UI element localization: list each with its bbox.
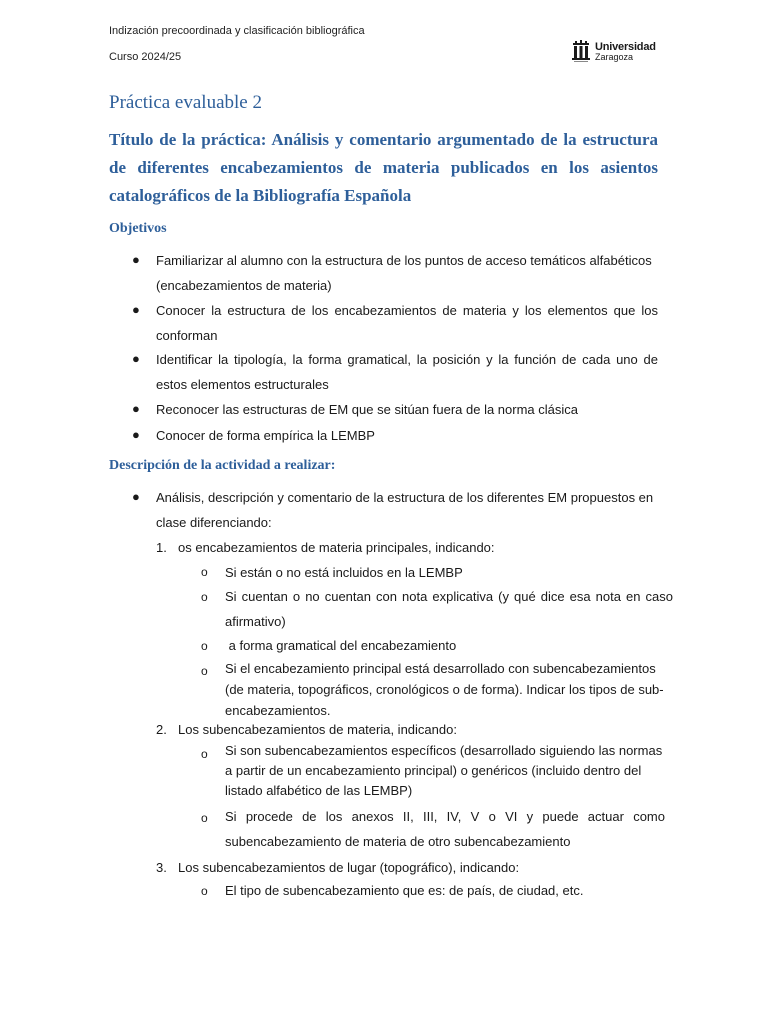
circle-bullet-icon: o — [201, 811, 208, 825]
numbered-marker-2: 2. — [156, 722, 167, 737]
activity-heading: Descripción de la actividad a realizar: — [109, 458, 336, 473]
numbered-item-3: Los subencabezamientos de lugar (topográfico), indicando: — [178, 860, 520, 875]
circle-bullet-icon: o — [201, 884, 208, 898]
objective-item-5: Conocer de forma empírica la LEMBP — [156, 428, 375, 443]
objective-item-2: Conocer la estructura de los encabezamientos de materia y los elementos que los conforman — [156, 303, 658, 343]
objective-item-1: Familiarizar al alumno con la estructura de los puntos de acceso temáticos alfabéticos (encabezamientos de materia) — [156, 253, 652, 293]
subitem-2-2: Si procede de los anexos II, III, IV, V o VI y puede actuar como subencabezamiento de materia de otro subencabezamiento — [225, 809, 665, 849]
subitem-1-3: a forma gramatical del encabezamiento — [225, 638, 457, 653]
subitem-2-1: Si son subencabezamientos específicos (desarrollado siguiendo las normas a partir de un encabezamiento principal) o genéricos (incluido dentro del listado alfabético de las LEMBP) — [225, 743, 663, 798]
objective-item-4: Reconocer las estructuras de EM que se sitúan fuera de la norma clásica — [156, 402, 578, 417]
numbered-item-2: Los subencabezamientos de materia, indicando: — [178, 722, 457, 737]
numbered-marker-1: 1. — [156, 540, 167, 555]
logo-university-sub: Zaragoza — [595, 52, 634, 62]
subitem-1-2: Si cuentan o no cuentan con nota explicativa (y qué dice esa nota en caso afirmativo) — [225, 589, 673, 629]
subitem-1-1: Si están o no está incluidos en la LEMBP — [225, 565, 463, 580]
university-logo — [571, 40, 663, 64]
objective-item-3: Identificar la tipología, la forma gramatical, la posición y la función de cada uno de estos elementos estructurales — [156, 352, 658, 392]
subitem-3-1: El tipo de subencabezamiento que es: de país, de ciudad, etc. — [225, 883, 584, 898]
numbered-item-1: os encabezamientos de materia principales, indicando: — [178, 540, 495, 555]
bullet-icon: ● — [132, 302, 140, 317]
practice-subtitle: Título de la práctica: Análisis y comentario argumentado de la estructura de diferentes encabezamientos de materia publicados en los asientos catalográficos de la Bibliografía Española — [109, 130, 658, 205]
objectives-heading: Objetivos — [109, 221, 167, 236]
bullet-icon: ● — [132, 427, 140, 442]
numbered-marker-3: 3. — [156, 860, 167, 875]
circle-bullet-icon: o — [201, 639, 208, 653]
subitem-1-4: Si el encabezamiento principal está desarrollado con subencabezamientos (de materia, topográficos, cronológicos o de forma). Indicar los tipos de sub-encabezamientos. — [225, 661, 664, 718]
circle-bullet-icon: o — [201, 664, 208, 678]
logo-university-name: Universidad — [595, 41, 656, 53]
university-tower-icon — [571, 40, 591, 64]
circle-bullet-icon: o — [201, 747, 208, 761]
bullet-icon: ● — [132, 401, 140, 416]
bullet-icon: ● — [132, 489, 140, 504]
course-year: Curso 2024/25 — [109, 51, 182, 63]
activity-intro: Análisis, descripción y comentario de la estructura de los diferentes EM propuestos en clase diferenciando: — [156, 490, 654, 530]
document-header-title: Indización precoordinada y clasificación bibliográfica — [109, 25, 365, 37]
circle-bullet-icon: o — [201, 565, 208, 579]
bullet-icon: ● — [132, 252, 140, 267]
circle-bullet-icon: o — [201, 590, 208, 604]
bullet-icon: ● — [132, 351, 140, 366]
practice-title: Práctica evaluable 2 — [109, 92, 262, 113]
